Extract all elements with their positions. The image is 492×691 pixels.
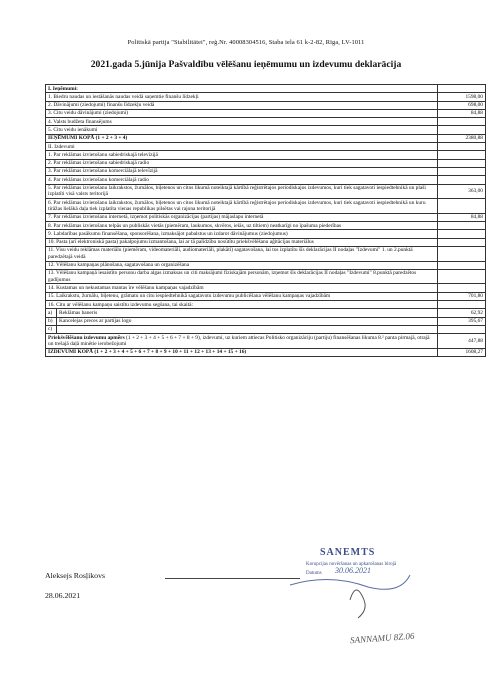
table-row xyxy=(46,143,486,151)
table-row xyxy=(46,151,486,159)
row-label: 7. Par reklāmas izvietošanu internetā, izņemot politiskās organizācijas (partijas) mājaslapu internetā xyxy=(46,213,438,221)
table-row xyxy=(46,230,486,238)
row-label: 12. Vēlēšanu kampaņas plānošana, sagatavošana un organizēšana xyxy=(46,261,438,269)
table-row xyxy=(46,199,486,214)
table-row xyxy=(46,118,486,126)
row-label: II. Izdevumi xyxy=(46,143,438,151)
row-label: 10. Pasta (arī elektroniskā pasta) pakalpojumu izmantošana, lai ar tā palīdzību nosūtītu priekšvēlēšanu aģitācijas materiālus xyxy=(46,238,438,246)
row-label: I. Ieņēmumi: xyxy=(46,85,438,93)
row-amount xyxy=(438,159,486,167)
row-amount: 84,88 xyxy=(438,109,486,117)
row-amount xyxy=(438,126,486,134)
row-label: IEŅĒMUMI KOPĀ (1 + 2 + 3 + 4) xyxy=(46,134,438,142)
row-amount: 447,88 xyxy=(438,334,486,349)
row-label: Priekšvēlēšanu izdevumu apmērs (1 + 2 + 3 + 4 + 5 + 6 + 7 + 8 + 9), izdevumi, uz kuriem attiecas Politisko organizāciju (partiju) finansēšanas likuma 8.² panta pirmajā, otrajā un trešajā daļā minētie ierobežojumi xyxy=(46,334,438,349)
table-row xyxy=(46,167,486,175)
row-amount xyxy=(438,269,486,284)
row-amount: 84,88 xyxy=(438,213,486,221)
row-label: Kancelejas preces ar partijas logo xyxy=(57,317,438,325)
stamp-date-label: Datums xyxy=(306,571,322,576)
row-amount xyxy=(438,85,486,93)
row-amount: 698,00 xyxy=(438,101,486,109)
row-amount xyxy=(438,325,486,333)
row-amount xyxy=(438,118,486,126)
row-label: 8. Par reklāmas izvietošanu telpās un publiskās vietās (piemēram, laukumos, skvēros, ielās, uz tiltiem) neatkarīgi no īpašuma piederības xyxy=(46,222,438,230)
row-amount xyxy=(438,199,486,214)
table-row xyxy=(46,269,486,284)
table-row xyxy=(46,238,486,246)
row-amount xyxy=(438,222,486,230)
table-row xyxy=(46,325,486,333)
table-row xyxy=(46,317,486,325)
row-amount xyxy=(438,176,486,184)
row-amount xyxy=(438,143,486,151)
row-label: 15. Laikrakstu, žurnālu, biļetenu, grāmatu un citu iespiedtehnikā sagatavotu izdevumu publicēšana vēlēšanu kampaņas vajadzībām xyxy=(46,292,438,300)
table-row xyxy=(46,184,486,199)
row-label: 2. Dāvinājumi (ziedojumi) finanšu līdzekļu veidā xyxy=(46,101,438,109)
row-amount: 701,80 xyxy=(438,292,486,300)
table-row xyxy=(46,85,486,93)
signature-date: 28.06.2021 xyxy=(45,591,81,600)
table-row xyxy=(46,176,486,184)
row-label: 5. Citu veidu ienākumi xyxy=(46,126,438,134)
table-row xyxy=(46,284,486,292)
table-row xyxy=(46,261,486,269)
table-row xyxy=(46,101,486,109)
row-label: 13. Vēlēšanu kampaņā iesaistīto personu darba algas izmaksas un citi maksājumi fiziskajām personām, izņemot šīs deklarācijas II nodaļas "Izdevumi" 8.punktā paredzētos gadījumus xyxy=(46,269,438,284)
table-row xyxy=(46,93,486,101)
row-amount: 395,67 xyxy=(438,317,486,325)
party-header-line: Politiskā partija "Stabilitātei", reģ.Nr. 40008304516, Staba iela 61 k-2-82, Rīga, LV-1011 xyxy=(127,39,365,46)
row-amount: 2380,88 xyxy=(438,134,486,142)
table-row xyxy=(46,301,486,309)
table-row xyxy=(46,109,486,117)
table-row xyxy=(46,292,486,300)
row-label: 16. Citu ar vēlēšanu kampaņu saistītu izdevumu segšana, tai skaitā: xyxy=(46,301,438,309)
row-sub-index: a) xyxy=(46,309,57,317)
declaration-table xyxy=(45,84,486,357)
row-amount xyxy=(438,246,486,261)
stamp-title: SANEMTS xyxy=(320,547,376,558)
row-amount: 363,00 xyxy=(438,184,486,199)
table-row xyxy=(46,134,486,142)
table-row xyxy=(46,309,486,317)
signatory-name: Aleksejs Rosļikovs xyxy=(45,571,105,580)
row-amount xyxy=(438,261,486,269)
row-label xyxy=(57,325,438,333)
row-label: 5. Par reklāmas izvietošanu laikrakstos, žurnālos, biļetenos un citos likumā noteiktajā kārtībā reģistrētajos periodiskajos izdevumos, kuri tiek sagatavoti iespiedtehnikā un plaši izplatīti visā valsts teritorijā xyxy=(46,184,438,199)
table-row xyxy=(46,159,486,167)
row-label: 6. Par reklāmas izvietošanu laikrakstos, žurnālos, biļetenos un citos likumā noteiktajā kārtībā reģistrētajos periodiskajos izdevumos, kuri tiek sagatavoti iespiedtehnikā un kuru tirāžas lielākā daļa tiek izplatīta vienas republikas pilsētas vai rajona teritorijā xyxy=(46,199,438,214)
row-amount xyxy=(438,230,486,238)
row-label: 3. Citu veidu dāvinājumi (ziedojumi) xyxy=(46,109,438,117)
table-row xyxy=(46,334,486,349)
row-label: 2. Par reklāmas izvietošanu sabiedriskajā radio xyxy=(46,159,438,167)
row-amount xyxy=(438,238,486,246)
row-label: Reklāmas baneris xyxy=(57,309,438,317)
row-label: 9. Labdarības pasākumu finansēšana, sponsorēšana, izmaksājot pabalstus un izdarot dāvinājumus (ziedojumus) xyxy=(46,230,438,238)
row-label: 3. Par reklāmas izvietošanu komerciālajā televīzijā xyxy=(46,167,438,175)
row-label: 1. Biedru naudas un iestāšanās naudas veidā saņemtie finanšu līdzekļi xyxy=(46,93,438,101)
row-label: 1. Par reklāmas izvietošanu sabiedriskajā televīzijā xyxy=(46,151,438,159)
row-amount: 1598,00 xyxy=(438,93,486,101)
row-amount xyxy=(438,301,486,309)
table-row xyxy=(46,126,486,134)
row-label: 4. Valsts budžeta finansējums xyxy=(46,118,438,126)
table-row xyxy=(46,222,486,230)
table-row xyxy=(46,348,486,356)
row-amount xyxy=(438,284,486,292)
table-row xyxy=(46,213,486,221)
row-sub-index: b) xyxy=(46,317,57,325)
row-amount xyxy=(438,151,486,159)
row-label: 4. Par reklāmas izvietošanu komerciālajā radio xyxy=(46,176,438,184)
declaration-title: 2021.gada 5.jūnija Pašvaldību vēlēšanu ieņēmumu un izdevumu deklarācija xyxy=(90,59,402,70)
table-row xyxy=(46,246,486,261)
row-amount: 1608,27 xyxy=(438,348,486,356)
row-amount xyxy=(438,167,486,175)
row-label: 11. Visu veidu reklāmas materiālu (piemēram, videomateriāli, audiomateriāli, plakāti) sagatavošana, lai tos izplatītu šīs deklarācijas II nodaļas "Izdevumi" 1. un 2.punktā paredzētajā veidā xyxy=(46,246,438,261)
row-label: IZDEVUMI KOPĀ (1 + 2 + 3 + 4 + 5 + 6 + 7 + 8 + 9 + 10 + 11 + 12 + 13 + 14 + 15 + 16) xyxy=(46,348,438,356)
row-amount: 62,92 xyxy=(438,309,486,317)
stamp-handwritten-date: 30.06.2021 xyxy=(335,566,371,575)
row-label: 14. Kustamas un nekustamas mantas īre vēlēšanu kampaņas vajadzībām xyxy=(46,284,438,292)
row-sub-index: c) xyxy=(46,325,57,333)
handwritten-note: SANNAMU 8Z.06 xyxy=(349,630,415,646)
stamp-institution: Korupcijas novēršanas un apkarošanas birojā xyxy=(306,562,397,567)
